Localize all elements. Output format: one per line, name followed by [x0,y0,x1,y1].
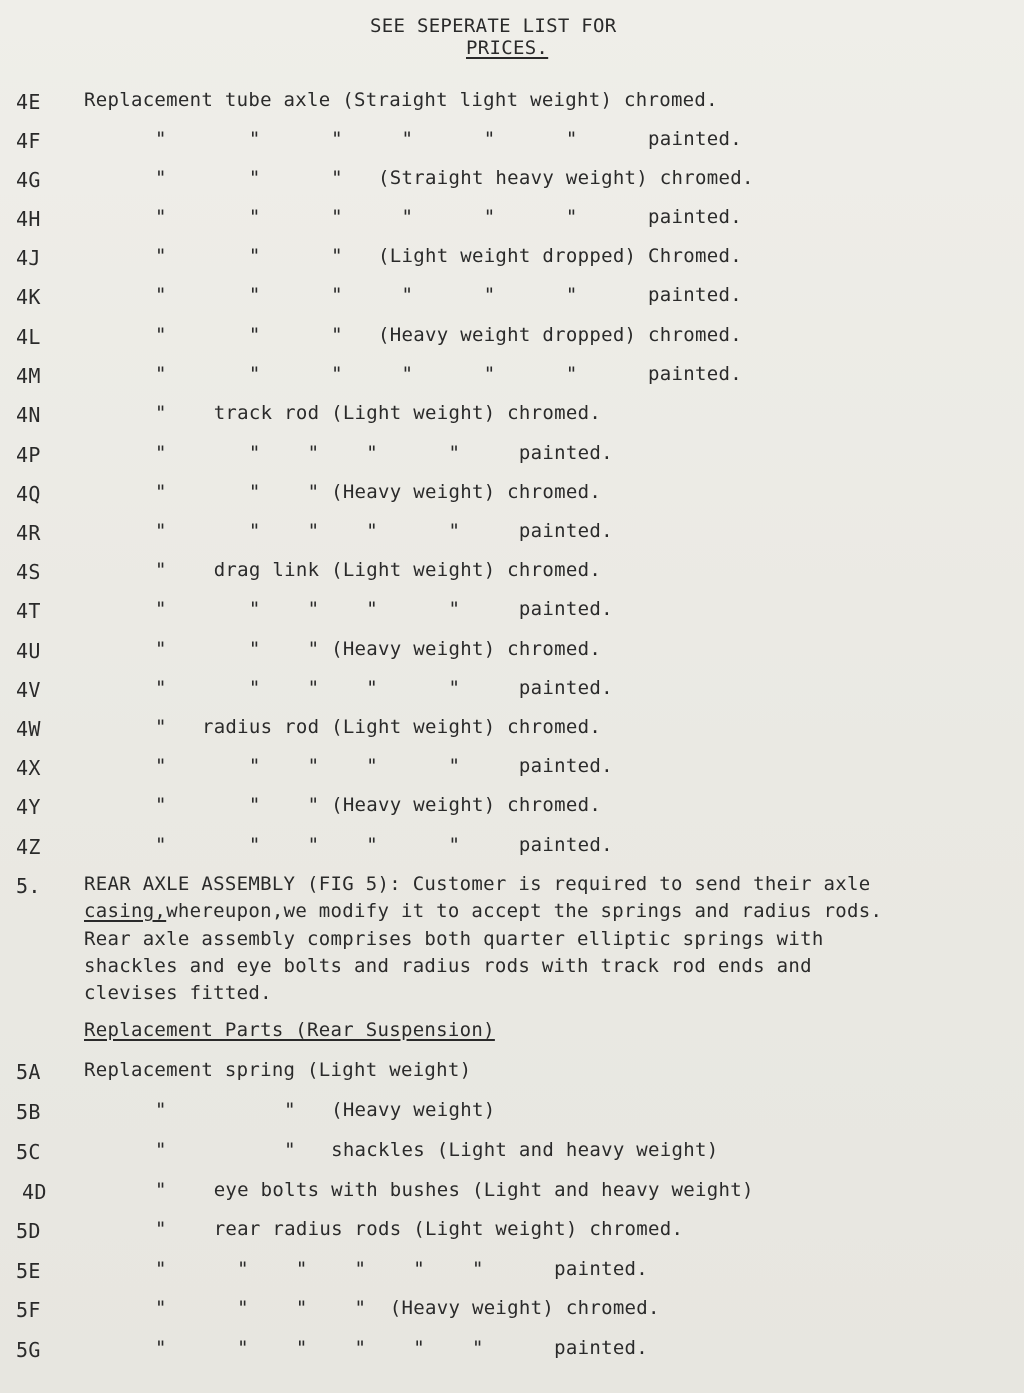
header-prices: PRICES. [466,37,549,59]
row-text-4s: " drag link (Light weight) chromed. [155,559,602,581]
row-text-4d: " eye bolts with bushes (Light and heavy weight) [155,1179,754,1201]
row-code-5e: 5E [16,1259,41,1283]
row-code-5g: 5G [16,1338,41,1362]
row-text-4v: " " " " " painted. [155,677,613,699]
row-text-4k: " " " " " " painted. [155,284,742,306]
row-code-4f: 4F [16,129,41,153]
row-text-5b: " " (Heavy weight) [155,1099,496,1121]
row-code-4g: 4G [16,168,41,192]
row-code-4u: 4U [16,639,41,663]
row-code-5c: 5C [16,1140,41,1164]
row-code-4q: 4Q [16,482,41,506]
row-text-4e: Replacement tube axle (Straight light weight) chromed. [84,89,718,111]
row-code-4p: 4P [16,443,41,467]
row-text-4h: " " " " " " painted. [155,206,742,228]
row-text-5e: " " " " " " painted. [155,1258,649,1280]
row-code-4k: 4K [16,285,41,309]
row-text-5f: " " " " (Heavy weight) chromed. [155,1297,660,1319]
row-text-5a: Replacement spring (Light weight) [84,1059,472,1081]
row-code-5a: 5A [16,1060,41,1084]
header-line-1: SEE SEPERATE LIST FOR [370,15,617,37]
row-code-4x: 4X [16,756,41,780]
row-text-5c: " " shackles (Light and heavy weight) [155,1139,719,1161]
row-text-4f: " " " " " " painted. [155,128,742,150]
row-code-5d: 5D [16,1219,41,1243]
row-text-4j: " " " (Light weight dropped) Chromed. [155,245,742,267]
row-code-4v: 4V [16,678,41,702]
row-code-4m: 4M [16,364,41,388]
row-code-4d: 4D [22,1180,47,1204]
row-code-4s: 4S [16,560,41,584]
row-text-4m: " " " " " " painted. [155,363,742,385]
row-code-4h: 4H [16,207,41,231]
row-code-4z: 4Z [16,835,41,859]
row-text-4x: " " " " " painted. [155,755,613,777]
section-5-line-5: clevises fitted. [84,982,272,1004]
row-code-5f: 5F [16,1298,41,1322]
row-text-5d: " rear radius rods (Light weight) chromed. [155,1218,684,1240]
section-5-line-2 [84,899,882,923]
casing-underlined: casing, [84,900,167,922]
row-code-4w: 4W [16,717,41,741]
row-code-4j: 4J [16,246,41,270]
row-text-5g: " " " " " " painted. [155,1337,649,1359]
section-5-line-2-rest: whereupon,we modify it to accept the springs and radius rods. [166,900,883,922]
row-code-5b: 5B [16,1100,41,1124]
row-code-4e: 4E [16,90,41,114]
row-code-4r: 4R [16,521,41,545]
row-text-4q: " " " (Heavy weight) chromed. [155,481,602,503]
row-text-4w: " radius rod (Light weight) chromed. [155,716,602,738]
row-text-4t: " " " " " painted. [155,598,613,620]
row-text-4y: " " " (Heavy weight) chromed. [155,794,602,816]
subheading-rear-suspension: Replacement Parts (Rear Suspension) [84,1019,495,1041]
row-text-4z: " " " " " painted. [155,834,613,856]
row-code-4t: 4T [16,599,41,623]
row-code-4l: 4L [16,325,41,349]
row-code-4n: 4N [16,403,41,427]
section-5-line-3: Rear axle assembly comprises both quarter elliptic springs with [84,928,824,950]
row-text-4u: " " " (Heavy weight) chromed. [155,638,602,660]
section-5-line-4: shackles and eye bolts and radius rods with track rod ends and [84,955,812,977]
section-5-line-1: REAR AXLE ASSEMBLY (FIG 5): Customer is required to send their axle [84,873,871,895]
row-text-4r: " " " " " painted. [155,520,613,542]
row-text-4p: " " " " " painted. [155,442,613,464]
row-code-4y: 4Y [16,795,41,819]
row-text-4n: " track rod (Light weight) chromed. [155,402,602,424]
row-text-4l: " " " (Heavy weight dropped) chromed. [155,324,742,346]
section-5-code: 5. [16,874,41,898]
row-text-4g: " " " (Straight heavy weight) chromed. [155,167,754,189]
